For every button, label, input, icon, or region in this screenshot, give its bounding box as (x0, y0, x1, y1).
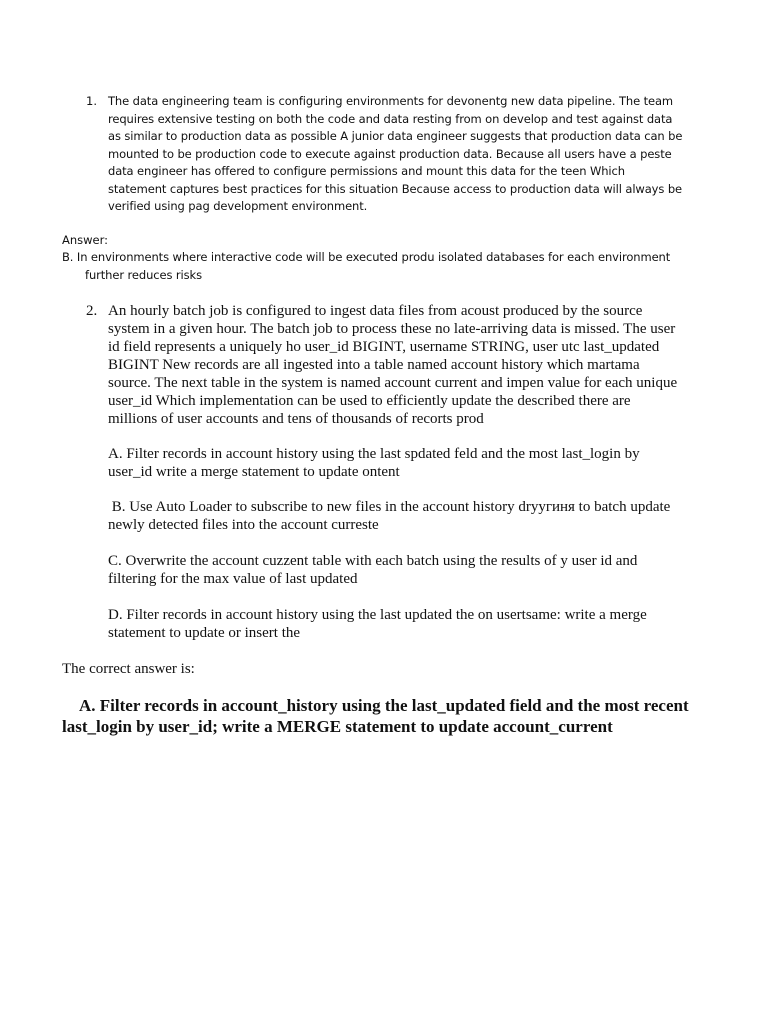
question-1-answer: B. In environments where interactive code will be executed produ isolated databases for each environment further reduces risks (62, 250, 671, 282)
question-1-text: The data engineering team is configuring environments for devonentg new data pipeline. The team requires extensive testing on both the code and data resting from on develop and test against data as similar to production data as possible A junior data engineer suggests that production data can be mounted to be production code to execute against production data. Because all users have a peste data engineer has offered to configure permissions and mount this data for the teen Which statement captures best practices for this situation Because access to production data will always be verified using pag development environment. (108, 94, 683, 213)
option-b: B. Use Auto Loader to subscribe to new files in the account history dryугиня to batch update newly detected files into the account curreste (108, 499, 675, 533)
question-2-number: 2. (86, 303, 98, 319)
option-a: A. Filter records in account history using the last spdated feld and the most last_login by user_id write a merge statement to update ontent (108, 446, 640, 480)
option-d: D. Filter records in account history using the last updated the on usertsame: write a merge statement to update or insert the (108, 607, 647, 641)
question-2-text: An hourly batch job is configured to ingest data files from acoust produced by the source system in a given hour. The batch job to process these no late-arriving data is missed. The user id field represents a uniquely ho user_id BIGINT, username STRING, user utc last_updated BIGINT New records are all ingested into a table named account history which martama source. The next table in the system is named account current and impen value for each unique user_id Which implementation can be used to efficiently update the described there are millions of user accounts and tens of thousands of recorts prod (108, 303, 678, 427)
correct-answer-label: The correct answer is: (62, 661, 195, 677)
answer-label: Answer: (62, 233, 109, 247)
option-c: C. Overwrite the account cuzzent table with each batch using the results of y user id and filtering for the max value of last updated (108, 553, 638, 587)
question-1-number: 1. (86, 94, 97, 108)
correct-answer: A. Filter records in account_history using the last_updated field and the most recent last_login by user_id; write a MERGE statement to update account_current (62, 696, 689, 736)
